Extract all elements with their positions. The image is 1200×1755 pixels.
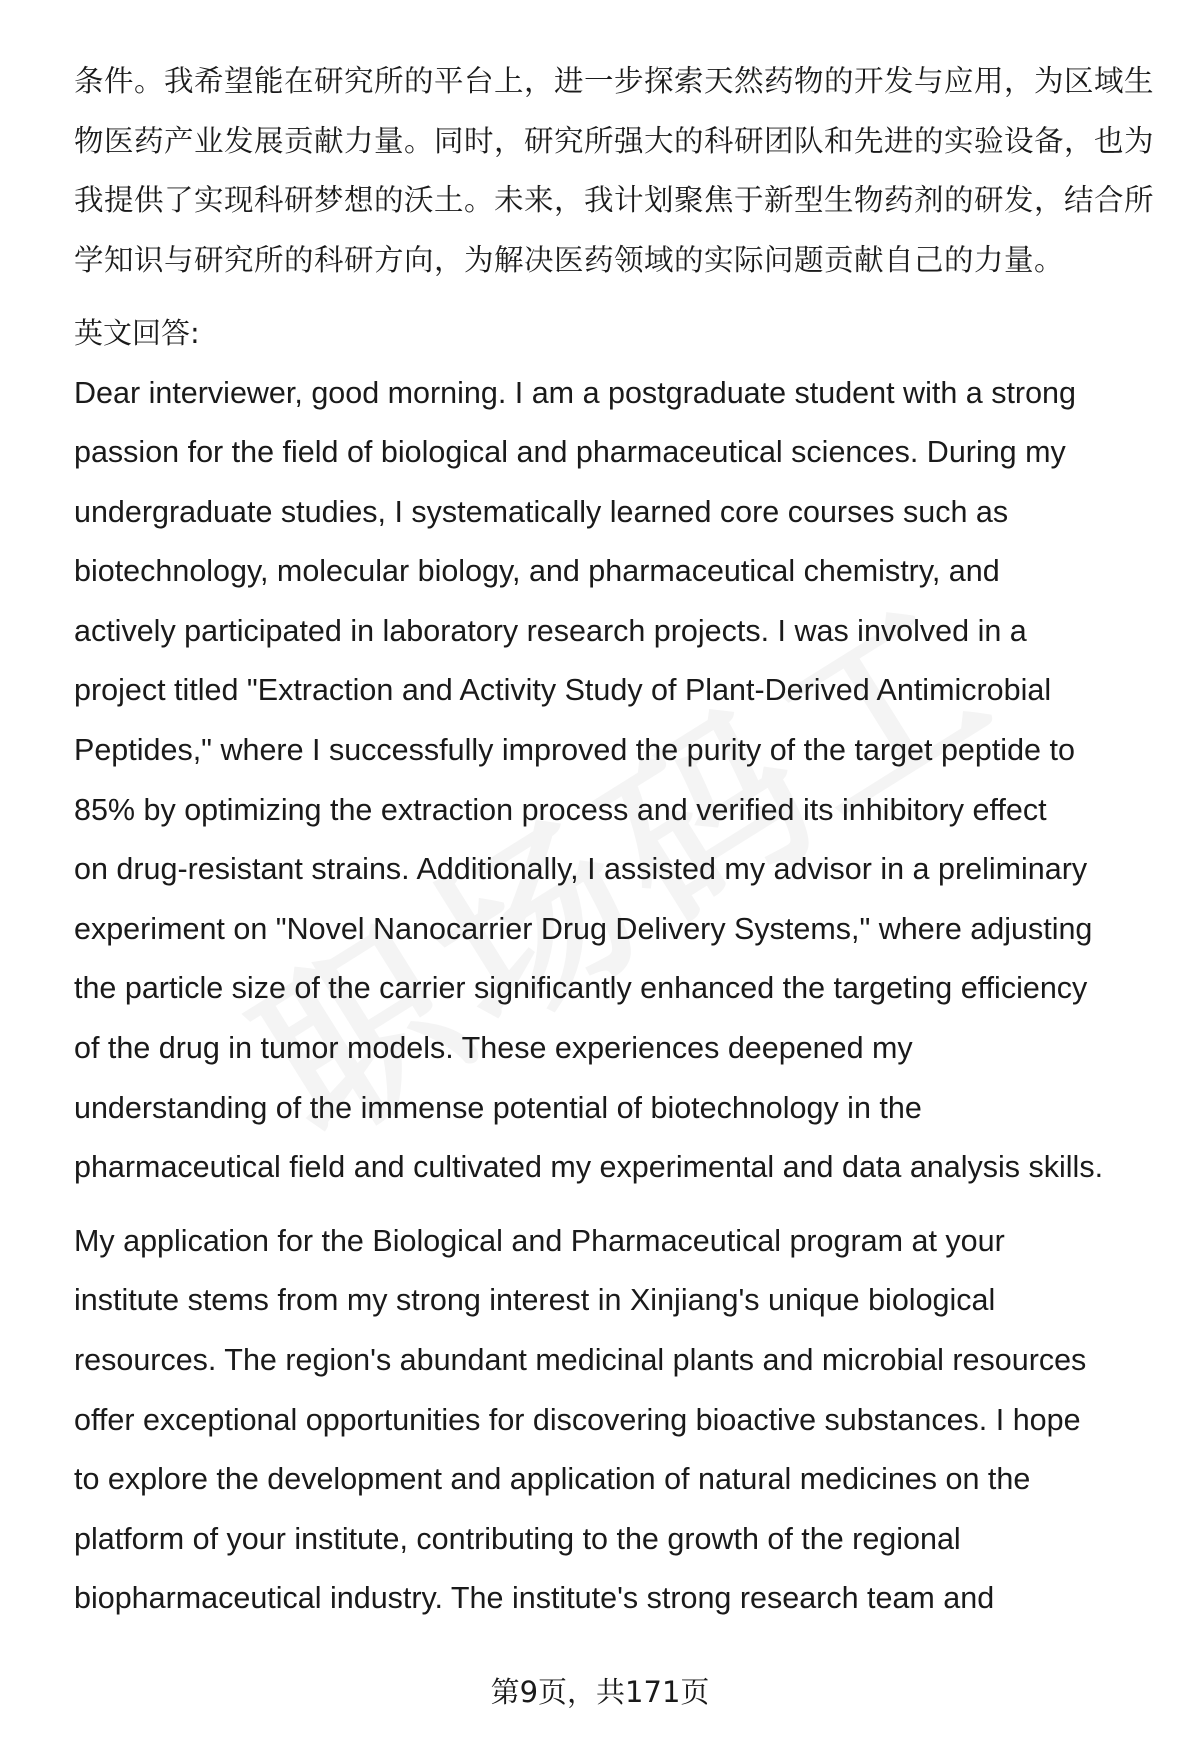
chinese-paragraph xyxy=(74,52,1154,290)
english-line: pharmaceutical field and cultivated my experimental and data analysis skills. xyxy=(74,1150,1104,1185)
english-line: undergraduate studies, I systematically learned core courses such as xyxy=(74,494,1009,529)
english-paragraph-1 xyxy=(74,364,1154,1198)
english-line: My application for the Biological and Pharmaceutical program at your xyxy=(74,1223,1005,1258)
english-line: project titled "Extraction and Activity Study of Plant-Derived Antimicrobial xyxy=(74,673,1052,708)
english-line: biotechnology, molecular biology, and pharmaceutical chemistry, and xyxy=(74,554,1000,589)
english-line: passion for the field of biological and pharmaceutical sciences. During my xyxy=(74,435,1066,470)
chinese-line: 物医药产业发展贡献力量。同时，研究所强大的科研团队和先进的实验设备，也为 xyxy=(74,123,1155,158)
chinese-line: 我提供了实现科研梦想的沃土。未来，我计划聚焦于新型生物药剂的研发，结合所 xyxy=(74,183,1155,217)
english-line: Peptides," where I successfully improved the purity of the target peptide to xyxy=(74,733,1075,768)
page-number-footer: 第9页，共171页 xyxy=(490,1675,710,1709)
english-line: the particle size of the carrier significantly enhanced the targeting efficiency xyxy=(74,971,1088,1006)
english-line: resources. The region's abundant medicinal plants and microbial resources xyxy=(74,1343,1087,1377)
english-line: platform of your institute, contributing to the growth of the regional xyxy=(74,1521,961,1556)
english-line: actively participated in laboratory research projects. I was involved in a xyxy=(74,613,1027,648)
english-line: experiment on "Novel Nanocarrier Drug Delivery Systems," where adjusting xyxy=(74,911,1093,946)
section-label-english-answer: 英文回答: xyxy=(74,316,200,350)
chinese-line: 条件。我希望能在研究所的平台上，进一步探索天然药物的开发与应用，为区域生 xyxy=(74,64,1155,98)
english-line: Dear interviewer, good morning. I am a postgraduate student with a strong xyxy=(74,375,1076,410)
chinese-line: 学知识与研究所的科研方向，为解决医药领域的实际问题贡献自己的力量。 xyxy=(74,242,1065,277)
english-line: biopharmaceutical industry. The institute's strong research team and xyxy=(74,1581,995,1616)
english-paragraph-2 xyxy=(74,1212,1154,1629)
english-line: understanding of the immense potential of biotechnology in the xyxy=(74,1090,922,1125)
english-line: 85% by optimizing the extraction process and verified its inhibitory effect xyxy=(74,792,1047,827)
english-line: on drug-resistant strains. Additionally, I assisted my advisor in a preliminary xyxy=(74,852,1088,887)
english-line: to explore the development and application of natural medicines on the xyxy=(74,1462,1031,1497)
english-line: of the drug in tumor models. These experiences deepened my xyxy=(74,1031,913,1066)
page-content xyxy=(74,52,1154,1629)
english-line: offer exceptional opportunities for discovering bioactive substances. I hope xyxy=(74,1402,1081,1437)
english-line: institute stems from my strong interest in Xinjiang's unique biological xyxy=(74,1283,996,1318)
